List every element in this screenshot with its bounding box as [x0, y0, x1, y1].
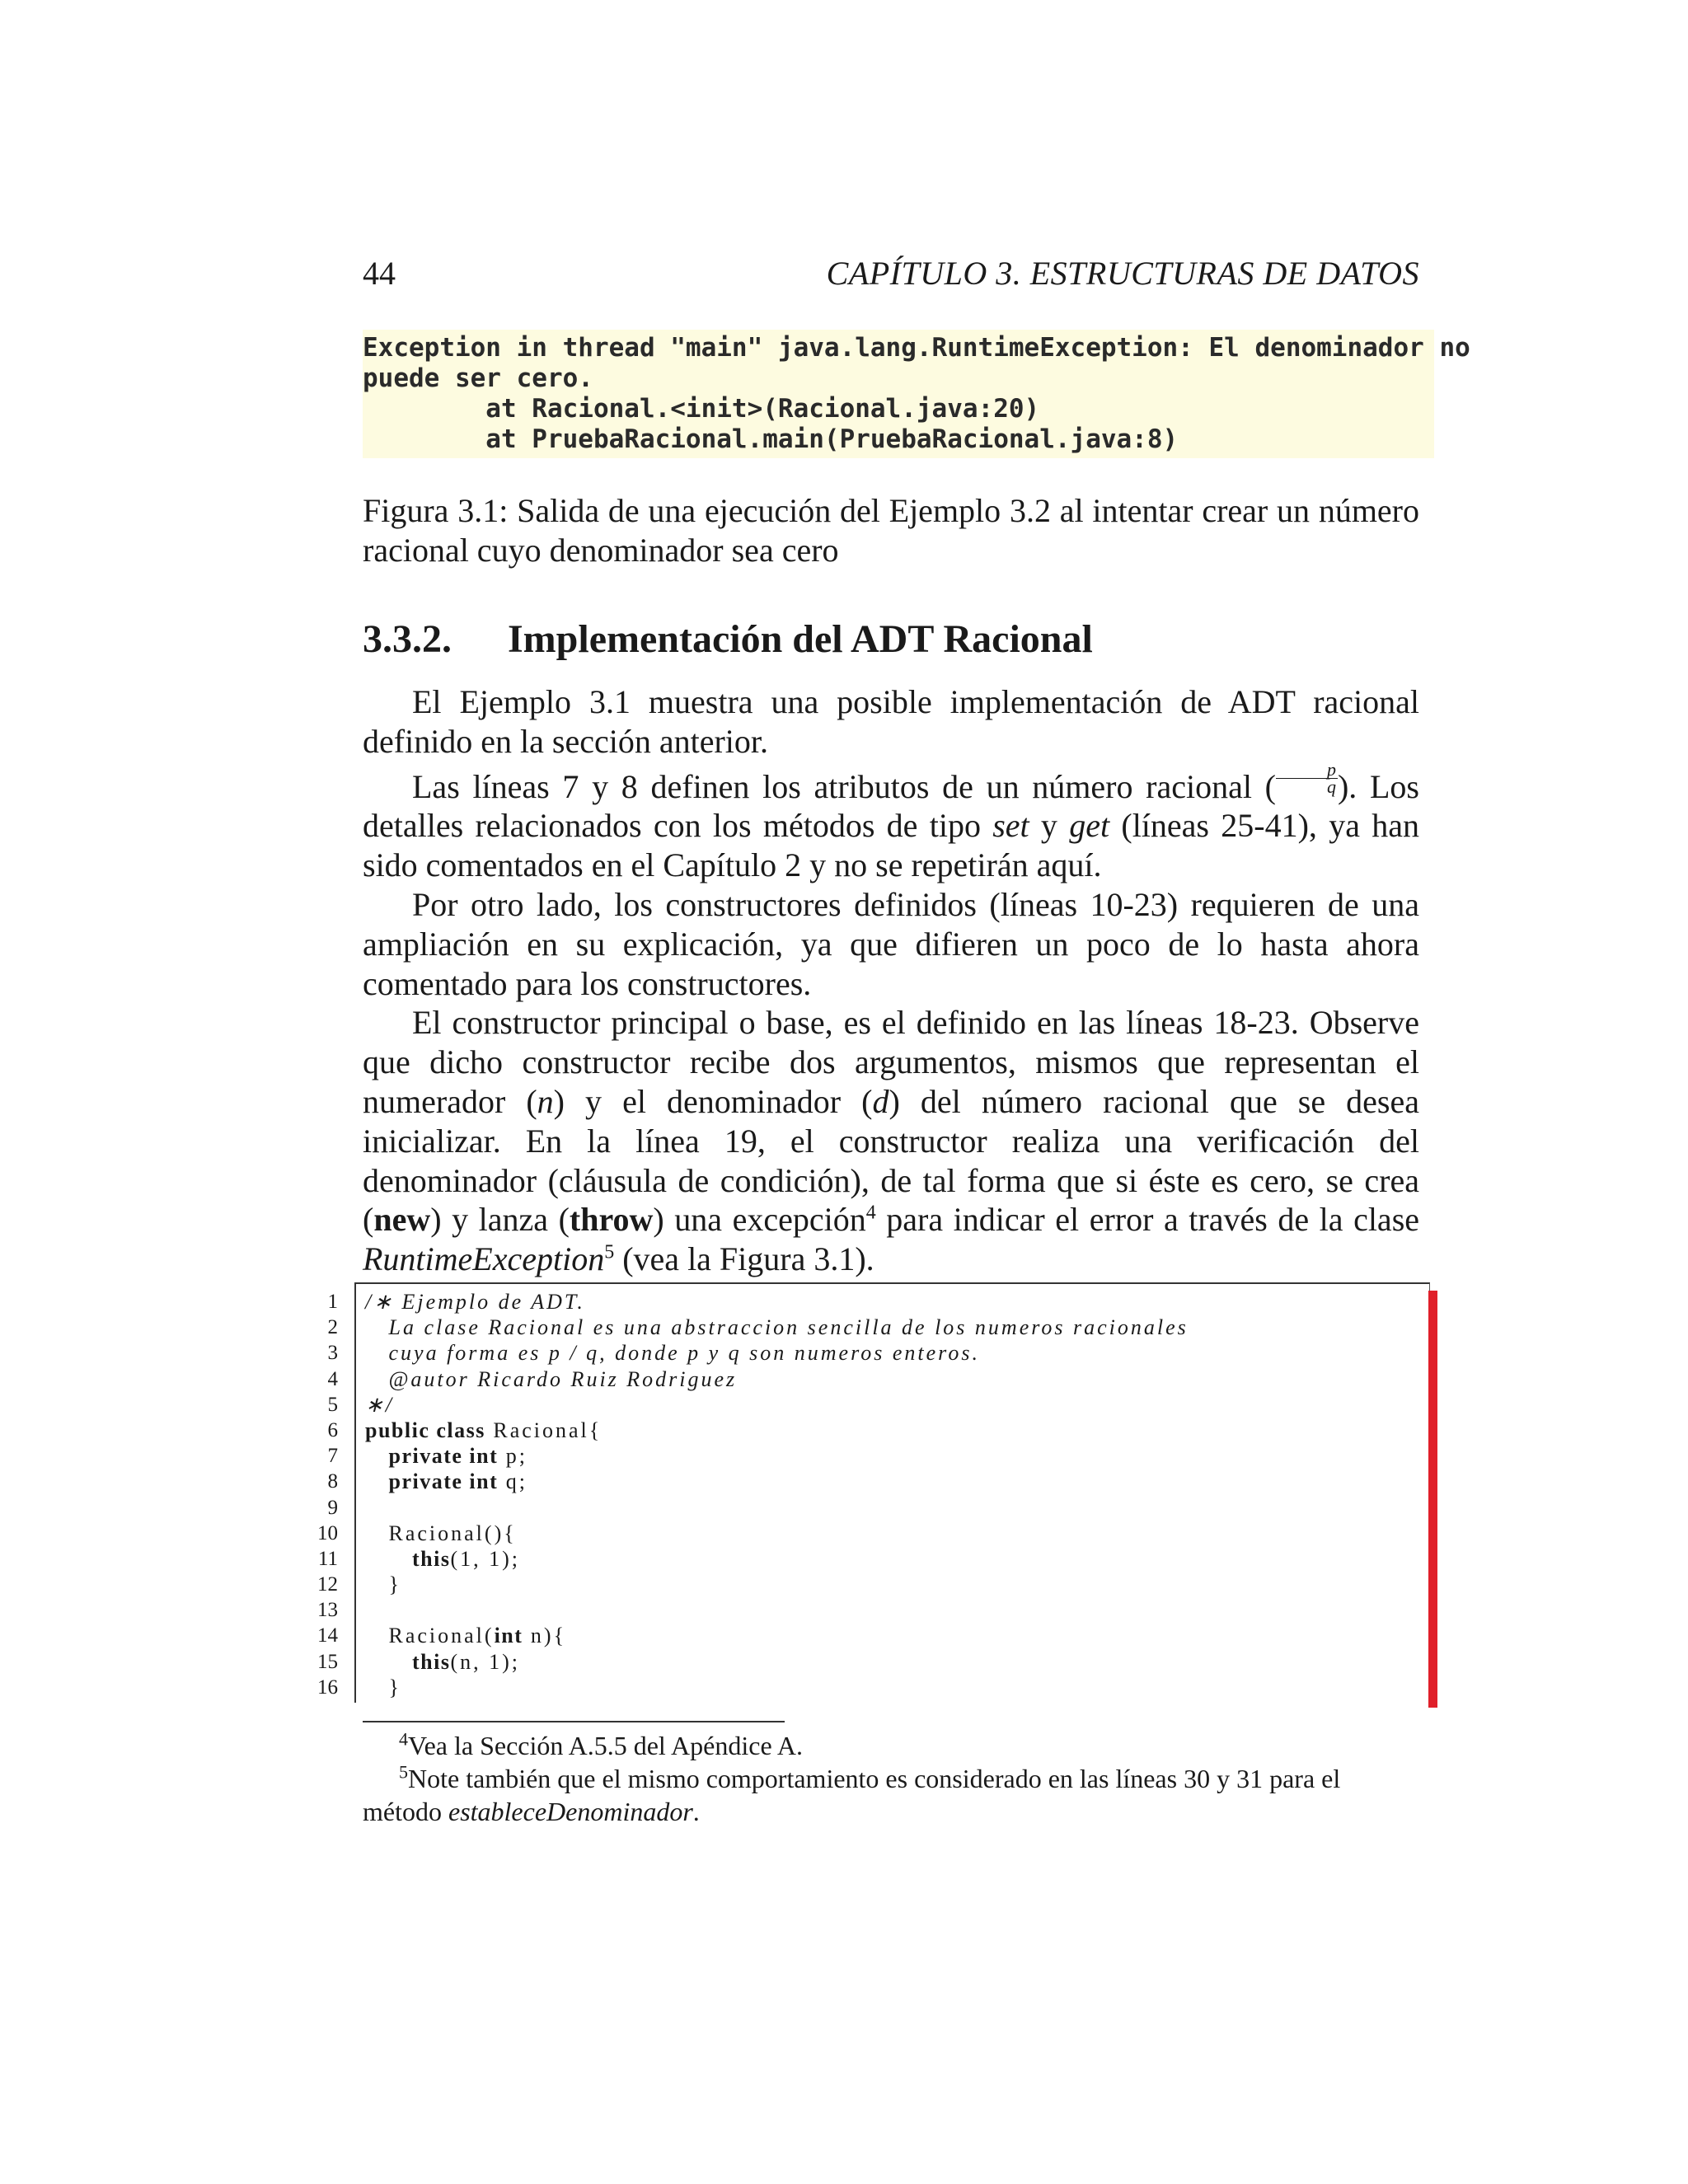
code-text: Racional( [365, 1624, 495, 1648]
terminal-line: at PruebaRacional.main(PruebaRacional.java:8) [363, 424, 1179, 454]
text-run: Las líneas 7 y 8 definen los atributos de un número racional ( [412, 767, 1276, 805]
code-line: Racional(){ [365, 1521, 517, 1545]
terminal-line: Exception in thread "main" java.lang.RuntimeException: El denominador no [363, 333, 1470, 363]
footnotes [363, 1729, 1419, 1828]
code-line: /∗ Ejemplo de ADT. [365, 1290, 585, 1314]
line-number: 3 [327, 1342, 338, 1365]
code-line: @autor Ricardo Ruiz Rodriguez [365, 1366, 738, 1391]
code-line: } [365, 1572, 401, 1597]
paragraph-4 [363, 1003, 1419, 1279]
code-line [365, 1649, 1420, 1675]
text-run: y [1029, 807, 1070, 845]
code-line [365, 1469, 1420, 1494]
line-number: 8 [327, 1470, 338, 1493]
line-number: 11 [317, 1547, 338, 1570]
line-number: 4 [327, 1367, 338, 1390]
code-keyword: public class [365, 1418, 485, 1442]
footnote-mark: 4 [399, 1728, 408, 1750]
line-number: 2 [327, 1316, 338, 1339]
footnote-divider [363, 1721, 785, 1722]
footnote-mark: 5 [399, 1761, 408, 1783]
code-keyword: this [412, 1546, 451, 1571]
page-header [363, 247, 1419, 297]
code-line [365, 1418, 1420, 1443]
code-line: ∗/ [365, 1392, 395, 1417]
section-title: Implementación del ADT Racional [508, 617, 1093, 661]
code-keyword: private int [388, 1444, 499, 1469]
code-listing [365, 1289, 1420, 1700]
math-n: n [537, 1082, 554, 1120]
text-run: ) y lanza ( [430, 1201, 570, 1239]
figure-caption: Figura 3.1: Salida de una ejecución del Ejemplo 3.2 al intentar crear un número racional cuyo denominador sea cero [363, 492, 1419, 569]
code-line-numbers [305, 1289, 338, 1700]
line-number: 10 [317, 1521, 338, 1544]
code-text: (n, 1); [450, 1649, 521, 1674]
paragraph-3: Por otro lado, los constructores definidos (líneas 10-23) requieren de una ampliación en su explicación, ya que difieren un poco de lo hasta ahora comentado para los constructores. [363, 885, 1419, 1002]
paragraph-1: El Ejemplo 3.1 muestra una posible implementación de ADT racional definido en la sección anterior. [363, 683, 1419, 760]
code-text: n){ [523, 1624, 567, 1648]
fraction-numerator: p [1276, 762, 1338, 779]
footnote-5 [363, 1762, 1419, 1828]
line-number: 16 [317, 1675, 338, 1699]
math-d: d [872, 1082, 889, 1120]
method-name: estableceDenominador [448, 1797, 693, 1826]
line-number: 13 [317, 1599, 338, 1622]
line-number: 9 [327, 1496, 338, 1519]
fraction-p-over-q [1276, 758, 1338, 797]
terminal-output [363, 330, 1470, 458]
section-number: 3.3.2. [363, 617, 452, 661]
text-run: ) y el denominador ( [553, 1082, 873, 1120]
line-number: 7 [327, 1445, 338, 1468]
terminal-line: puede ser cero. [363, 363, 593, 393]
body-text [363, 682, 1419, 1279]
text-run: ) del número racional que se desea inicializar. En la línea 19, el constructor realiza una verificación del denominador (cláusula de condición), de tal forma que si éste es cero, se crea ( [363, 1082, 1419, 1239]
text-run: (líneas 25-41), ya han sido comentados en el Capítulo 2 y no se repetirán aquí. [363, 807, 1419, 884]
code-text: p; [498, 1444, 528, 1469]
code-line-blank [365, 1597, 1420, 1623]
footnote-ref-5[interactable]: 5 [604, 1241, 615, 1263]
text-run: ) una excepción [653, 1201, 866, 1239]
line-number: 5 [327, 1393, 338, 1416]
text-run: ). Los detalles relacionados con los métodos de tipo [363, 767, 1419, 845]
code-text: Racional{ [485, 1418, 603, 1442]
running-title: CAPÍTULO 3. ESTRUCTURAS DE DATOS [826, 255, 1419, 292]
footnote-4 [363, 1729, 1419, 1762]
code-line [365, 1546, 1420, 1572]
emphasis-set: set [992, 807, 1029, 845]
listing-continuation-bar [1428, 1291, 1437, 1708]
footnote-ref-4[interactable]: 4 [865, 1202, 876, 1225]
emphasis-get: get [1069, 807, 1110, 845]
code-text: q; [498, 1469, 528, 1494]
fraction-denominator: q [1326, 776, 1336, 797]
footnote-text: . [692, 1797, 700, 1826]
code-keyword: this [412, 1649, 451, 1674]
paragraph-2 [363, 758, 1419, 885]
code-keyword: int [494, 1624, 523, 1648]
code-line: La clase Racional es una abstraccion sencilla de los numeros racionales [365, 1315, 1189, 1340]
code-text: (1, 1); [450, 1546, 521, 1571]
code-line: } [365, 1675, 401, 1699]
class-name-runtimeexception: RuntimeException [363, 1240, 605, 1278]
text-run: El constructor principal o base, es el definido en las líneas 18-23. Observe que dicho constructor recibe dos argumentos, mismos que representan el numerador ( [363, 1004, 1419, 1120]
code-line-blank [365, 1495, 1420, 1521]
code-line [365, 1443, 1420, 1469]
keyword-throw: throw [569, 1201, 654, 1239]
section-heading [363, 616, 1419, 662]
line-number: 12 [317, 1573, 338, 1596]
code-line: cuya forma es p / q, donde p y q son numeros enteros. [365, 1341, 980, 1366]
text-run: para indicar el error a través de la clase [875, 1201, 1420, 1239]
footnote-text: Vea la Sección A.5.5 del Apéndice A. [408, 1731, 803, 1760]
footnote-text: Note también que el mismo comportamiento es considerado en las líneas 30 y 31 para el método [363, 1764, 1341, 1826]
line-number: 1 [327, 1291, 338, 1313]
line-number: 6 [327, 1418, 338, 1441]
code-keyword: private int [388, 1469, 499, 1494]
keyword-new: new [373, 1201, 431, 1239]
terminal-line: at Racional.<init>(Racional.java:20) [363, 394, 1040, 424]
page-number: 44 [363, 255, 396, 292]
line-number: 14 [317, 1624, 338, 1647]
line-number: 15 [317, 1650, 338, 1673]
code-line [365, 1623, 1420, 1648]
text-run: (vea la Figura 3.1). [614, 1240, 874, 1278]
